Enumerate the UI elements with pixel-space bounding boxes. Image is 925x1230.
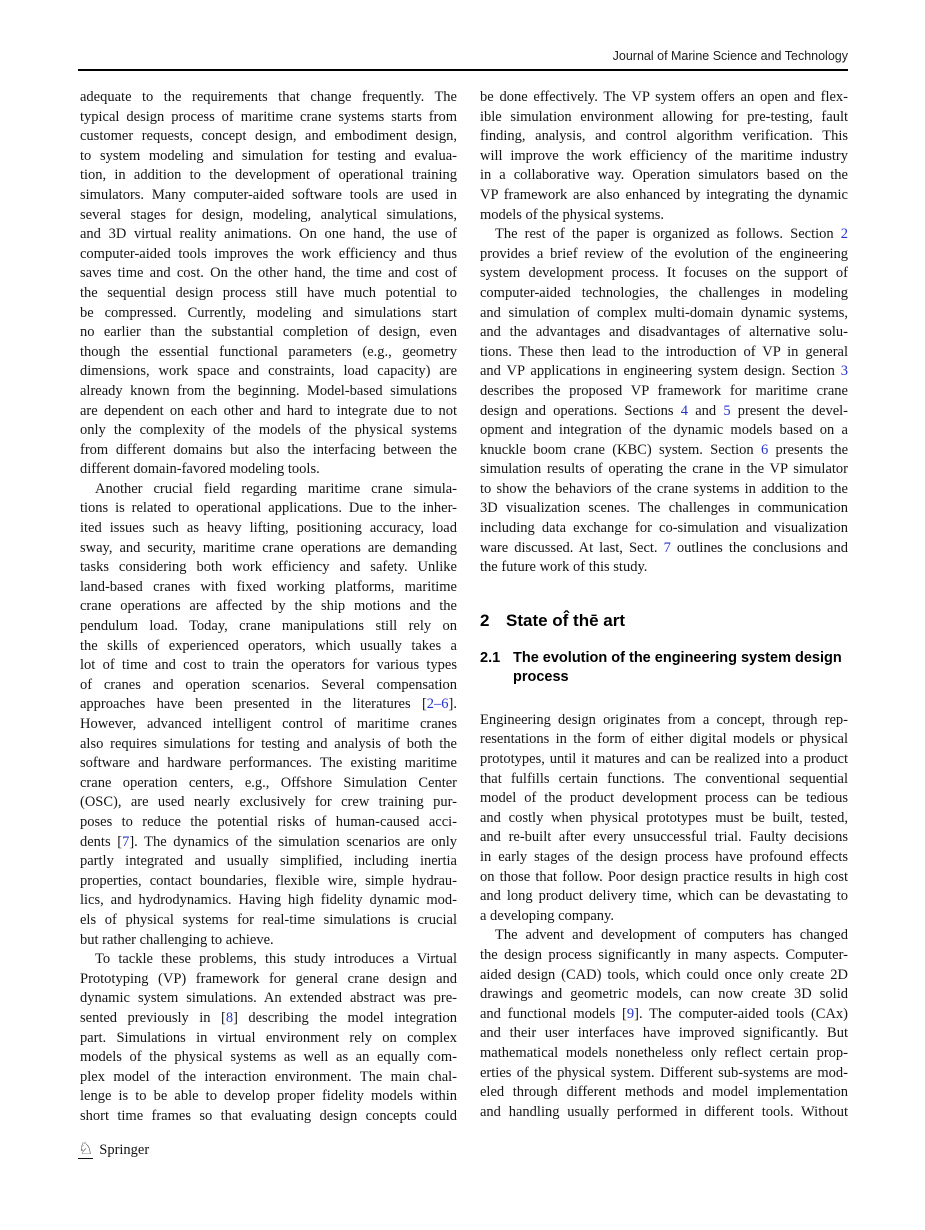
paragraph [80,950,457,1126]
paragraph [480,926,848,1122]
text-line: Engineering design originates from a concept, through rep- [480,711,848,728]
text-line: ible simulation environment allowing for pre-testing, fault [480,108,848,125]
reference-link[interactable]: 7 [663,539,671,556]
heading-text: State of̂ thē art [506,610,626,630]
text-line: tasks considering both work efficiency and safety. Unlike [80,559,457,576]
publisher-footer [78,1141,149,1159]
text-line: already known from the beginning. Model-based simulations [80,382,457,399]
header-rule [78,69,848,71]
text-line: lot of time and cost to train the operators for various types [80,657,457,674]
text-line: VP framework are also enhanced by integrating the dynamic [480,186,848,203]
text-line: eled through different methods and model implementation [480,1084,848,1101]
text-line: system development process. It focuses on the support of [480,265,848,282]
text-line: els of physical systems for real-time simulations is crucial [80,911,457,928]
text-line: sented previously in [8] describing the model integration [80,1009,457,1026]
heading-number: 2 [480,610,490,630]
reference-link[interactable]: 7 [122,833,130,850]
text-line: lics, and hydrodynamics. Having high fidelity dynamic mod- [80,892,457,909]
text-line: short time frames so that evaluating design concepts could [80,1107,457,1124]
text-line: crane operations are affected by the ship motions and the [80,598,457,615]
text-line: tions is related to operational applications. Due to the inher- [80,500,457,517]
text-line: plex model of the interaction environment. The main chal- [80,1068,457,1085]
heading-number: 2.1 [480,649,501,666]
text-line: Another crucial field regarding maritime crane simula- [95,480,457,497]
text-line: also requires simulations for testing and analysis of both the [80,735,457,752]
springer-knight-icon: ♘ [78,1139,94,1159]
text-line: dimensions, work space and constraints, load capacity) are [80,363,457,380]
reference-link[interactable]: 4 [680,402,688,419]
text-line: knuckle boom crane (KBC) system. Section 6 presents the [480,441,848,458]
text-line: are dependent on each other and hard to integrate due to not [80,402,457,419]
text-line: poses to reduce the potential risks of human-caused acci- [80,813,457,830]
text-line: finding, analysis, and control algorithm verification. This [480,128,848,145]
text-line: different domain-favored modeling tools. [80,461,320,478]
text-line: and 3D virtual reality animations. On one hand, the use of [80,226,457,243]
text-line: mathematical models nonetheless only reflect certain prop- [480,1044,848,1061]
text-line: provides a brief review of the evolution of the engineering [480,245,848,262]
text-line: pendulum load. Today, crane manipulations still rely on [80,618,457,635]
text-line: part. Simulations in virtual environment rely on complex [80,1029,457,1046]
reference-link[interactable]: 6 [760,441,769,458]
text-line: (OSC), are used nearly exclusively for crew training pur- [80,794,457,811]
heading-text: The evolution of the engineering system design process [513,649,842,685]
text-line: However, advanced intelligent control of maritime cranes [80,716,457,732]
text-line: tion, in addition to the development of operational training [80,167,457,184]
text-line: saves time and cost. On the other hand, the time and cost of [80,265,457,282]
text-line: Prototyping (VP) framework for general crane design and [80,970,457,987]
section-heading [480,610,848,631]
reference-link[interactable]: 2–6 [426,696,449,713]
text-line: and their user interfaces have improved significantly. But [480,1025,848,1042]
text-line: the design process significantly in many aspects. Computer- [480,946,848,963]
text-line: no earlier than the substantial completion of design, even [80,324,457,341]
text-line: to show the behaviors of the crane systems in addition to the [480,480,848,497]
text-line: The rest of the paper is organized as follows. Section 2 [495,226,848,243]
text-line: adequate to the requirements that change frequently. The [80,89,457,105]
text-line: and costly when physical prototypes must be built, tested, [480,809,848,826]
text-line: and re-built after every unsuccessful trial. Faulty decisions [480,829,848,846]
text-line: the skills of experienced operators, which usually takes a [80,637,457,654]
text-line: including data exchange for co-simulation and visualization [480,520,848,537]
text-line: models of the physical systems. [480,206,665,223]
reference-link[interactable]: 3 [840,363,848,380]
text-line: the sequential design process still have much potential to [80,284,457,301]
reference-link[interactable]: 5 [723,402,731,419]
text-line: simulation results of operating the crane in the VP simulator [480,461,848,478]
publisher-wordmark: Springer [99,1141,150,1158]
page-body [80,88,848,1126]
text-line: models of the physical systems as well as an equally com- [80,1049,457,1066]
reference-link[interactable]: 9 [626,1005,635,1022]
text-line: describes the proposed VP framework for maritime crane [480,382,848,399]
text-line: ware discussed. At last, Sect. 7 outlines the conclusions and [480,539,848,556]
text-line: that fulfills certain functions. The conventional sequential [480,770,848,787]
paragraph [480,225,848,578]
text-line: and simulation of complex multi-domain dynamic systems, [480,304,848,321]
text-line: The advent and development of computers has changed [495,927,848,944]
text-line: in a collaborative way. Operation simulators based on the [480,167,848,184]
subsection-heading [480,649,848,687]
text-line: in early stages of the design process have profound effects [480,849,848,865]
text-line: lenge is to be able to develop proper fidelity models within [80,1088,457,1105]
text-line: the future work of this study. [480,559,648,576]
paragraph [480,88,848,225]
text-line: several stages for design, modeling, analytical simulations, [80,206,457,223]
text-line: though the essential functional parameters (e.g., geometry [80,343,457,360]
text-line: partly integrated and usually simplified, including inertia [80,853,457,870]
text-line: to system modeling and simulation for testing and evalua- [80,147,457,164]
text-line: drawings and geometric models, can now create 3D solid [480,986,848,1003]
paragraph [80,88,457,480]
text-line: tions. These then lead to the introduction of VP in general [480,343,848,360]
paragraph [80,480,457,950]
text-line: dents [7]. The dynamics of the simulation scenarios are only [80,833,458,850]
text-line: aided design (CAD) tools, which could once only create 2D [480,966,848,983]
text-line: land-based cranes with fixed working platforms, maritime [80,578,457,595]
text-line: dynamic system simulations. An extended abstract was pre- [80,990,457,1007]
text-line: from different domains but also the interfacing between the [80,441,457,458]
reference-link[interactable]: 8 [225,1009,234,1026]
column-left [80,88,457,1126]
text-line: design and operations. Sections 4 and 5 present the devel- [480,402,848,419]
text-line: crane operation centers, e.g., Offshore Simulation Center [80,774,457,791]
text-line: sway, and security, maritime crane operations are demanding [80,539,457,556]
text-line: computer-aided tools improves the work efficiency and thus [80,245,457,262]
text-line: but rather challenging to achieve. [80,931,274,948]
text-line: simulators. Many computer-aided software tools are used in [80,186,457,203]
text-line: and handling usually performed in different tools. Without [480,1103,848,1120]
text-line: and VP applications in engineering system design. Section 3 [480,363,848,380]
text-line: on those that follow. Poor design practice results in high cost [480,868,848,885]
text-line: be done effectively. The VP system offers an open and flex- [480,89,848,105]
text-line: only the complexity of the models of the physical systems [80,422,457,439]
text-line: prototypes, until it matures and can be realized into a product [480,751,848,768]
text-line: opment and integration of the dynamic models based on a [480,422,848,439]
text-line: customer requests, concept design, and embodiment design, [80,128,457,145]
text-line: a developing company. [480,907,614,924]
text-line: of cranes and operation scenarios. Several compensation [80,676,457,693]
text-line: will improve the work efficiency of the maritime industry [480,147,848,164]
text-line: 3D visualization scenes. The challenges in communication [480,500,848,517]
text-line: To tackle these problems, this study introduces a Virtual [95,951,457,968]
text-line: approaches have been presented in the literatures [2–6]. [80,696,457,713]
paragraph [480,711,848,927]
text-line: typical design process of maritime crane systems starts from [80,108,457,125]
text-line: and long product delivery time, which can be devastating to [480,888,848,905]
running-head-journal-title: Journal of Marine Science and Technology [612,49,848,63]
text-line: be compressed. Currently, modeling and simulations start [80,304,457,321]
text-line: and functional models [9]. The computer-aided tools (CAx) [480,1005,849,1022]
text-line: properties, contact boundaries, flexible wire, simple hydrau- [80,872,457,889]
text-line: erties of the physical system. Different sub-systems are mod- [480,1064,848,1081]
text-line: model of the product development process can be tedious [480,790,848,807]
text-line: and the advantages and disadvantages of alternative solu- [480,324,848,341]
text-line: ited issues such as heavy lifting, positioning accuracy, load [80,520,457,537]
column-right [480,88,848,1126]
text-line: software and hardware performances. The existing maritime [80,755,457,772]
reference-link[interactable]: 2 [840,226,848,243]
text-line: computer-aided technologies, the challenges in modeling [480,284,848,301]
text-line: resentations in the form of either digital models or physical [480,731,848,748]
